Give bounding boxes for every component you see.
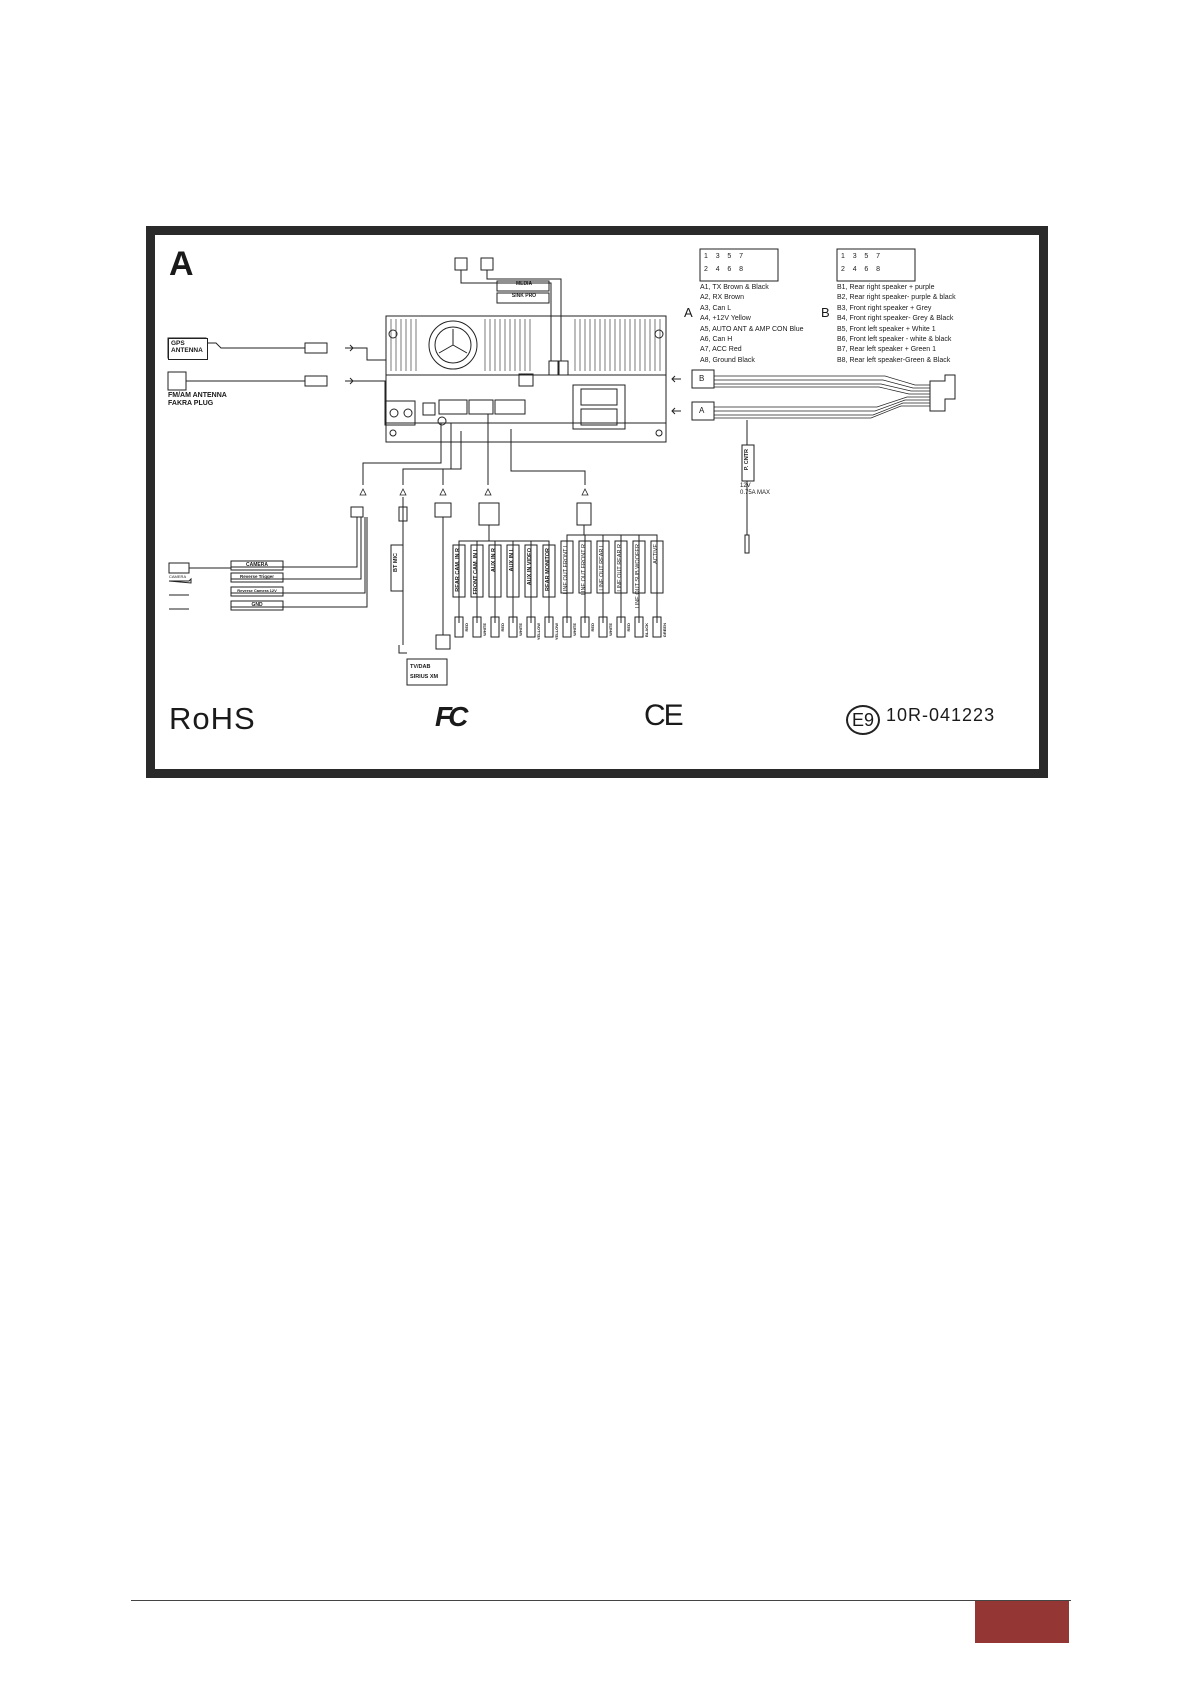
av-label-3: AUX IN R (491, 548, 497, 573)
sink-pro-label: SINK PRO (511, 293, 537, 299)
connector-b-pinout: B1, Rear right speaker + purple B2, Rear right speaker- purple & black B3, Front right speaker + Grey B4, Front right speaker- Grey & Black B5, Front left speaker + White 1 B6, Front left speaker - white & black B7, Rear left speaker + Green 1 B8, Rear left speaker-Green & Black (837, 284, 956, 364)
fcc-logo: FC (435, 701, 465, 732)
rohs-mark: RoHS (169, 701, 256, 736)
e-mark-code: 10R-041223 (886, 705, 996, 725)
line-out-label-4: LINE OUT REAR R (617, 544, 623, 592)
wiring-diagram-frame (146, 226, 1048, 778)
harness-b-label: B (699, 374, 705, 383)
connector-b-pin-numbers: 1 3 5 7 2 4 6 8 (841, 253, 880, 273)
connector-a-pin-numbers: 1 3 5 7 2 4 6 8 (704, 253, 743, 273)
power-out-tag: P. CNTR (744, 449, 750, 471)
gnd-label: GND (251, 602, 263, 608)
section-letter: A (169, 245, 194, 283)
connector-a-pinout: A1, TX Brown & Black A2, RX Brown A3, Can L A4, +12V Yellow A5, AUTO ANT & AMP CON Blue A6, Can H A7, ACC Red A8, Ground Black (700, 284, 804, 364)
camera-label: CAMERA (246, 562, 268, 568)
line-out-label-3: LINE OUT REAR L (599, 544, 605, 591)
rca-color-10: RED (626, 623, 631, 632)
line-out-label-1: LINE OUT FRONT L (563, 544, 569, 595)
footer-accent-block (975, 1601, 1069, 1643)
reverse-camera-12v-label: Reverse Camera 12V (237, 588, 277, 593)
rca-color-11: BLACK (644, 623, 649, 637)
power-out-spec: 12V 0.75A MAX (740, 483, 771, 496)
rca-color-6: YELLOW (554, 623, 559, 641)
e-mark-icon: E9 (846, 705, 880, 735)
rca-color-2: WHITE (482, 623, 487, 636)
rca-color-3: RED (500, 623, 505, 632)
rca-color-5: YELLOW (536, 623, 541, 641)
gps-antenna-label: GPS ANTENNA (168, 338, 208, 360)
connector-b-letter: B (821, 305, 830, 320)
camera-small-label: CAMERA (169, 574, 187, 579)
av-label-5: AUX IN VIDEO (527, 548, 533, 586)
rca-color-7: WHITE (572, 623, 577, 636)
harness-a-label: A (699, 406, 705, 415)
rca-color-9: WHITE (608, 623, 613, 636)
media-label: MEDIA (515, 281, 533, 287)
fm-antenna-label: FM/AM ANTENNA FAKRA PLUG (168, 392, 227, 407)
ce-mark: CE (644, 699, 682, 732)
line-out-label-6: ACTIVE (653, 544, 659, 564)
line-out-label-2: LINE OUT FRONT R (581, 544, 587, 596)
reverse-trigger-label: Reverse Trigger (239, 574, 275, 579)
rca-color-4: WHITE (518, 623, 523, 636)
av-label-2: FRONT CAM. IN L (473, 548, 479, 595)
bt-mic-label: BT MIC (393, 553, 399, 572)
rca-color-12: GREEN (662, 623, 667, 638)
footer-rule (131, 1600, 1071, 1601)
rca-color-8: RED (590, 623, 595, 632)
tv-dab-label: TV/DAB SIRIUS XM (410, 664, 439, 680)
av-label-1: REAR CAM. IN R (455, 548, 461, 592)
av-label-6: REAR MONITOR (545, 548, 551, 591)
av-label-4: AUX IN L (509, 548, 515, 572)
line-out-label-5: LINE OUT SUB WOOFER (635, 544, 641, 609)
connector-a-letter: A (684, 305, 693, 320)
rca-color-1: RED (464, 623, 469, 632)
